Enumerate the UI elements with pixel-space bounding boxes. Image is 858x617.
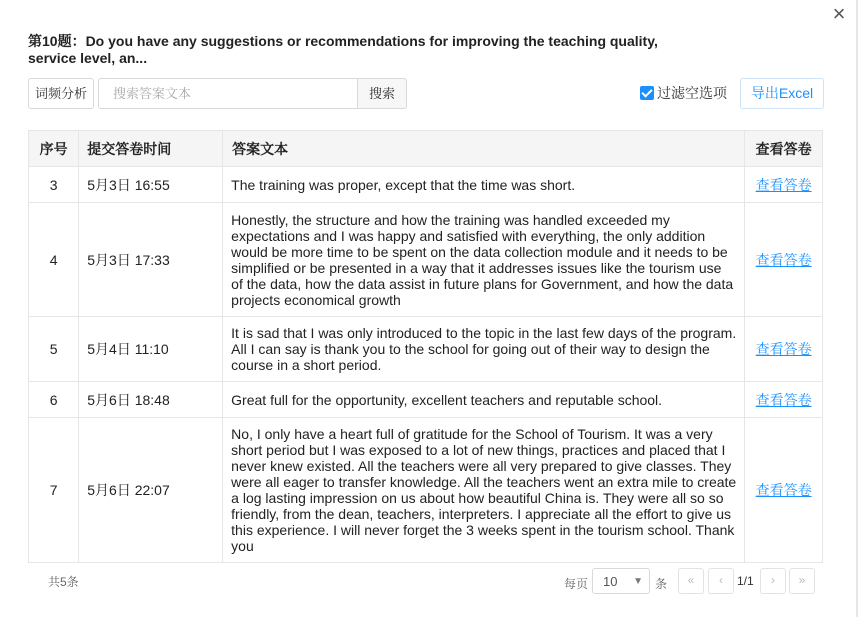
row-time: 5月6日 22:07 — [79, 418, 223, 563]
answers-table — [28, 130, 823, 563]
search-button[interactable]: 搜索 — [357, 78, 407, 109]
header-no: 序号 — [29, 131, 79, 167]
row-no: 4 — [29, 203, 79, 317]
table-header-row — [29, 131, 823, 167]
table-row — [29, 203, 823, 317]
row-time: 5月3日 17:33 — [79, 203, 223, 317]
view-answer-link[interactable]: 查看答卷 — [755, 251, 812, 268]
toolbar — [28, 78, 824, 109]
view-answer-link[interactable]: 查看答卷 — [755, 341, 812, 357]
filter-label: 过滤空选项 — [657, 85, 727, 101]
row-time: 5月6日 18:48 — [79, 382, 223, 418]
row-view-cell — [745, 382, 823, 418]
per-page-label: 每页 — [564, 577, 589, 591]
row-view-cell — [745, 167, 823, 203]
total-count: 共5条 — [48, 575, 79, 589]
view-answer-link[interactable]: 查看答卷 — [755, 482, 812, 498]
filter-empty-option[interactable] — [640, 85, 727, 101]
row-time: 5月4日 11:10 — [79, 317, 223, 382]
row-no: 7 — [29, 418, 79, 563]
per-page-value: 10 — [603, 574, 618, 589]
table-row — [29, 382, 823, 418]
row-answer-text: The training was proper, except that the time was short. — [223, 167, 745, 203]
row-no: 6 — [29, 382, 79, 418]
row-time: 5月3日 16:55 — [79, 167, 223, 203]
first-page-button[interactable]: « — [678, 568, 704, 594]
word-frequency-button[interactable]: 词频分析 — [28, 78, 94, 109]
table-row — [29, 167, 823, 203]
view-answer-link[interactable]: 查看答卷 — [755, 391, 812, 408]
header-submit-time: 提交答卷时间 — [79, 131, 223, 167]
header-answer-text: 答案文本 — [223, 131, 745, 167]
table-row — [29, 418, 823, 563]
chevron-down-icon: ▼ — [633, 576, 643, 587]
next-page-button[interactable]: › — [760, 568, 786, 594]
row-no: 3 — [29, 167, 79, 203]
close-icon[interactable]: × — [832, 1, 846, 26]
table-row — [29, 317, 823, 382]
last-page-button[interactable]: » — [789, 568, 815, 594]
per-page-unit: 条 — [655, 577, 668, 591]
page-indicator: 1/1 — [737, 574, 754, 588]
row-answer-text: It is sad that I was only introduced to the topic in the last few days of the program. All I can say is thank you to the school for going out of their way to design the course in a short period. — [223, 317, 745, 382]
row-answer-text: Great full for the opportunity, excellent teachers and reputable school. — [223, 382, 745, 418]
row-no: 5 — [29, 317, 79, 382]
search-input[interactable] — [98, 78, 358, 109]
row-view-cell — [745, 317, 823, 382]
export-excel-button[interactable]: 导出Excel — [740, 78, 824, 109]
pagination-bar — [28, 568, 824, 594]
row-answer-text: Honestly, the structure and how the training was handled exceeded my expectations and I was happy and satisfied with everything, the only addition would be more time to be spent on the data collection module and it needs to be simplified or be presented in a way that it addresses issues like the tourism use of the data, how the data assist in future plans for Government, and how the data projects economical growth — [223, 203, 745, 317]
header-view-answer: 查看答卷 — [745, 131, 823, 167]
view-answer-link[interactable]: 查看答卷 — [755, 176, 812, 193]
row-view-cell — [745, 203, 823, 317]
question-title: 第10题：Do you have any suggestions or recommendations for improving the teaching quality, service level, an... — [28, 33, 658, 66]
per-page-select[interactable] — [592, 568, 650, 594]
row-answer-text: No, I only have a heart full of gratitude for the School of Tourism. It was a very short period but I was exposed to a lot of new things, practices and placed that I never knew existed. All the teachers were all very prepared to give classes. They were all eager to transfer knowledge. All the teachers went an extra mile to create a log lasting impression on us about how beautiful China is. They were all so so friendly, from the dean, teachers, interpreters. I appreciate all the effort to give us this experience. I will never forget the 3 weeks spent in the tourism school. Thank you — [223, 418, 745, 563]
filter-checkbox[interactable] — [640, 86, 654, 100]
row-view-cell — [745, 418, 823, 563]
prev-page-button[interactable]: ‹ — [708, 568, 734, 594]
